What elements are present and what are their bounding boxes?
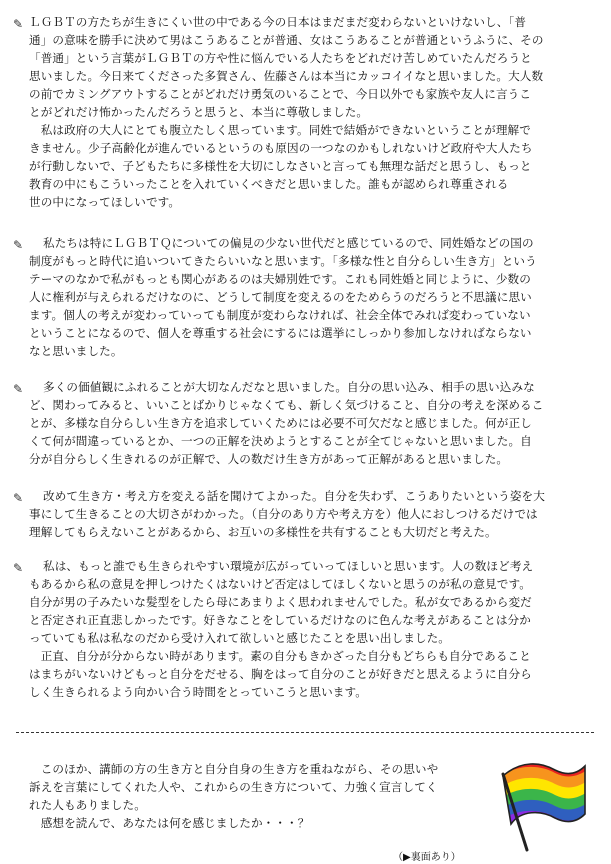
pencil-icon: ✎ bbox=[13, 561, 24, 575]
comment-line: ＬＧＢＴの方たちが生きにくい世の中である今の日本はまだまだ変わらないといけないし、「普 bbox=[29, 15, 527, 29]
comment-line: 制度がもっと時代に追いついてきたらいいなと思います。「多様な性と自分らしい生き方」という bbox=[29, 254, 537, 268]
section-divider bbox=[16, 732, 594, 733]
comment-line: 事にして生きることの大切さがわかった。（自分のあり方や考え方を）他人におしつけるだけでは bbox=[29, 507, 538, 521]
comment-line: しく生きられるよう向かい合う時間をとっていこうと思います。 bbox=[29, 685, 367, 699]
comment-line: ということになるので、個人を尊重する社会にするには選挙にしっかり参加しなければならない bbox=[29, 326, 532, 340]
comment-line: きません。少子高齢化が進んでいるというのも原因の一つなのかもしれないけど政府や大人たち bbox=[29, 141, 533, 155]
closing-line: 訴えを言葉にしてくれた人や、これからの生き方について、力強く宣言してく bbox=[29, 780, 438, 794]
comment-line: 分が自分らしく生きれるのが正解で、人の数だけ生き方があって正解があると思いました。 bbox=[29, 452, 509, 466]
comment-line: くて何が間違っているとか、一つの正解を決めようとすることが全てじゃないと思いました。自 bbox=[29, 434, 532, 448]
comment-line: はまちがいないけどもっと自分をだせる、胸をはって自分のことが好きだと思えるように自分ら bbox=[29, 667, 532, 681]
comment-line: 多くの価値観にふれることが大切なんだなと思いました。自分の思い込み、相手の思い込みな bbox=[43, 380, 535, 394]
comment-line: 私たちは特にＬＧＢＴＱについての偏見の少ない世代だと感じているので、同姓婚などの国の bbox=[43, 236, 534, 250]
comment-line: テーマのなかで私がもっとも関心があるのは夫婦別姓です。これも同姓婚と同じように、少数の bbox=[29, 272, 531, 286]
pencil-icon: ✎ bbox=[13, 238, 24, 252]
comment-line: 私は政府の大人にとても腹立たしく思っています。同姓で結婚ができないということが理解で bbox=[29, 123, 531, 137]
comment-line: ど、関わってみると、いいことばかりじゃなくても、新しく気づけること、自分の考えを深めるこ bbox=[29, 398, 544, 412]
comment-line: 正直、自分が分からない時があります。素の自分もきかざった自分もどちらも自分であること bbox=[29, 649, 531, 663]
comment-line: 自分が男の子みたいな髪型をしたら母にあまりよく思われませんでした。私が女であるから変だ bbox=[29, 595, 532, 609]
comment-line: もあるから私の意見を押しつけたくはないけど否定はしてほしくないと思うのが私の意見です。 bbox=[29, 577, 531, 591]
closing-line: れた人もありました。 bbox=[29, 798, 146, 812]
comment-line: の前でカミングアウトすることがどれだけ勇気のいることで、今日以外でも家族や友人に言うこ bbox=[29, 87, 532, 101]
pencil-icon: ✎ bbox=[13, 491, 24, 505]
closing-line: 感想を読んで、あなたは何を感じましたか・・・？ bbox=[29, 816, 310, 830]
comment-line: 思いました。今日来てくださった多賀さん、佐藤さんは本当にカッコイイなと思いました。大人数 bbox=[29, 69, 544, 83]
comment-line: 改めて生き方・考え方を変える話を聞けてよかった。自分を失わず、こうありたいという姿を大 bbox=[43, 489, 545, 503]
reverse-side-note: （▶裏面あり） bbox=[393, 852, 461, 863]
comment-line: 通」の意味を勝手に決めて男はこうあることが普通、女はこうあることが普通というふうに、その bbox=[29, 33, 544, 47]
comment-line: 人に権利が与えられるだけなのに、どうして制度を変えるのをためらうのだろうと不思議に思い bbox=[29, 290, 532, 304]
comment-line: が行動しないで、子どもたちに多様性を大切にしなさいと言っても無理な話だと思うし、もっと bbox=[29, 159, 532, 173]
closing-line: このほか、講師の方の生き方と自分自身の生き方を重ねながら、その思いや bbox=[29, 762, 439, 776]
comment-line: とが、多様な自分らしい生き方を追求していくためには必要不可欠だなと感じました。何が正し bbox=[29, 416, 532, 430]
pencil-icon: ✎ bbox=[13, 382, 24, 396]
comment-line: 教育の中にもこういったことを入れていくべきだと思いました。誰もが認められ尊重される bbox=[29, 177, 509, 191]
rainbow-flag-icon bbox=[497, 754, 589, 852]
comment-line: 「普通」という言葉がＬＧＢＴの方や性に悩んでいる人たちをどれだけ苦しめていたんだろうと bbox=[29, 51, 532, 65]
comment-line: なと思いました。 bbox=[29, 344, 123, 358]
comment-line: ます。個人の考えが変わっていっても制度が変わらなければ、社会全体でみれば変わっていない bbox=[29, 308, 531, 322]
comment-line: 私は、もっと誰でも生きられやすい環境が広がっていってほしいと思います。人の数ほど考え bbox=[43, 559, 534, 573]
comment-line: とがどれだけ怖かったんだろうと思うと、本当に尊敬しました。 bbox=[29, 105, 369, 119]
comment-line: と否定され正直悲しかったです。好きなことをしているだけなのに色んな考えがあることは分か bbox=[29, 613, 531, 627]
pencil-icon: ✎ bbox=[13, 17, 24, 31]
comment-line: 理解してもらえないことがあるから、お互いの多様性を共有することも大切だと考えた。 bbox=[29, 525, 497, 539]
comment-line: っていても私は私なのだから受け入れて欲しいと感じたことを思い出しました。 bbox=[29, 631, 450, 645]
comment-line: 世の中になってほしいです。 bbox=[29, 195, 181, 209]
